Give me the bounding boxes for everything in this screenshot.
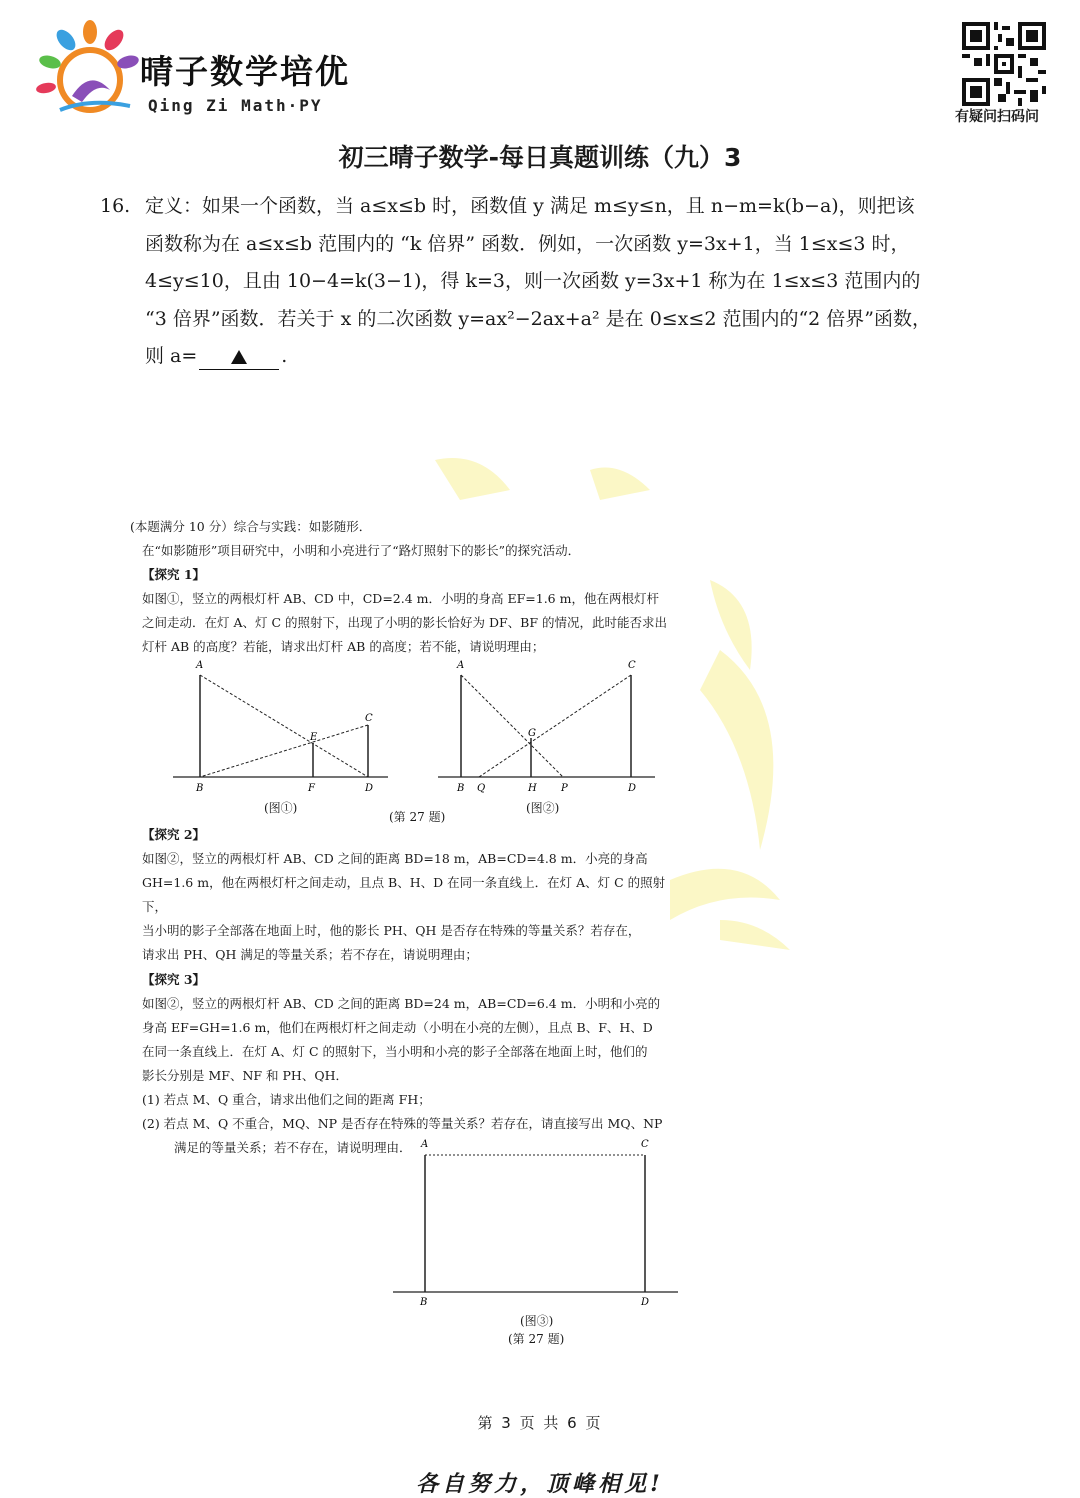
answer-prefix: 则 a= [145,345,198,367]
brand-logo-icon [30,18,145,123]
problem-caption: (第 27 题) [508,1332,565,1346]
label-D: D [365,783,374,794]
explore-2-title: 【探究 2】 [142,827,206,842]
qr-code-icon [962,22,1046,106]
label-P: P [561,783,568,794]
question-line: 定义：如果一个函数，当 a≤x≤b 时，函数值 y 满足 m≤y≤n，且 n−m=k(b−a)，则把该 [145,195,915,217]
figure-2-caption: (图②) [526,801,560,815]
label-B: B [196,783,204,794]
brand-name-english: Qing Zi Math·PY [148,96,323,115]
page-number: 第 3 页 共 6 页 [477,1414,603,1432]
sub-question-2: (2) 若点 M、Q 不重合，MQ、NP 是否存在特殊的等量关系？若存在，请直接写出 MQ、NP [142,1116,663,1132]
explore-2-line: GH=1.6 m，他在两根灯杆之间走动，且点 B、H、D 在同一条直线上．在灯 A、灯 C 的照射下， [142,875,666,915]
figure-1 [168,660,390,800]
explore-2-line: 当小明的影子全部落在地面上时，他的影长 PH、QH 是否存在特殊的等量关系？若存在， [142,923,641,939]
figure-1-caption: (图①) [264,801,298,815]
label-D: D [641,1297,650,1308]
explore-3-title: 【探究 3】 [142,971,206,987]
explore-2-line: 请求出 PH、QH 满足的等量关系；若不存在，请说明理由； [142,947,478,963]
explore-1-title: 【探究 1】 [142,567,206,583]
q27-header: (本题满分 10 分）综合与实践：如影随形． [130,519,372,534]
explore-1-line: 如图①，竖立的两根灯杆 AB、CD 中，CD=2.4 m．小明的身高 EF=1.6 m，他在两根灯杆 [142,591,659,607]
figure-2 [433,660,660,800]
explore-1-line: 灯杆 AB 的高度？若能，请求出灯杆 AB 的高度；若不能，请说明理由； [142,639,545,655]
label-C: C [641,1139,649,1150]
question-line: 4≤y≤10，且由 10−4=k(3−1)，得 k=3，则一次函数 y=3x+1 称为在 1≤x≤3 范围内的 [145,270,921,292]
label-B: B [457,783,465,794]
label-C: C [628,660,636,671]
qr-caption: 有疑问扫码问 [955,109,1039,125]
brand-name: 晴子数学培优 [140,52,350,91]
slogan: 各自努力，顶峰相见! [416,1471,664,1497]
question-27 [130,515,690,660]
label-A: A [421,1139,429,1150]
question-line: 函数称为在 a≤x≤b 范围内的 “k 倍界” 函数．例如，一次函数 y=3x+1，当 1≤x≤3 时， [145,232,910,255]
label-F: F [308,783,315,794]
question-16 [100,188,960,376]
triangle-icon [231,350,247,364]
sub-question-1: (1) 若点 M、Q 重合，请求出他们之间的距离 FH； [142,1092,431,1108]
answer-blank [199,343,279,370]
answer-line: 则 a= . [145,338,960,376]
label-G: G [528,728,536,739]
label-B: B [420,1297,428,1308]
label-A: A [457,660,465,671]
figure-3-caption: (图③) [520,1314,554,1328]
explore-1-line: 之间走动．在灯 A、灯 C 的照射下，出现了小明的影长恰好为 DF、BF 的情况，此时能否求出 [142,615,668,631]
question-number: 16. [100,195,131,217]
label-A: A [196,660,204,671]
label-Q: Q [477,783,486,794]
label-C: C [365,713,373,724]
label-D: D [628,783,637,794]
problem-caption: (第 27 题) [389,810,446,824]
question-line: “3 倍界”函数．若关于 x 的二次函数 y=ax²−2ax+a² 是在 0≤x≤2 范围内的“2 倍界”函数， [145,307,932,330]
explore-3-line: 身高 EF=GH=1.6 m，他们在两根灯杆之间走动（小明在小亮的左侧），且点 B、F、H、D [142,1019,653,1035]
explore-3-line: 影长分别是 MF、NF 和 PH、QH． [142,1067,348,1083]
explore-3-line: 如图②，竖立的两根灯杆 AB、CD 之间的距离 BD=24 m，AB=CD=6.4 m．小明和小亮的 [142,995,661,1011]
sub-question-2: 满足的等量关系；若不存在，请说明理由． [174,1140,412,1156]
explore-2-line: 如图②，竖立的两根灯杆 AB、CD 之间的距离 BD=18 m，AB=CD=4.8 m．小亮的身高 [142,851,648,867]
page-title: 初三晴子数学-每日真题训练（九）3 [338,143,742,172]
question-27-part-2 [130,823,690,1160]
figure-3 [388,1135,683,1315]
label-E: E [310,732,318,743]
label-H: H [528,783,537,794]
q27-intro: 在“如影随形”项目研究中，小明和小亮进行了“路灯照射下的影长”的探究活动． [142,543,581,559]
explore-3-line: 在同一条直线上．在灯 A、灯 C 的照射下，当小明和小亮的影子全部落在地面上时，他们的 [142,1043,648,1059]
